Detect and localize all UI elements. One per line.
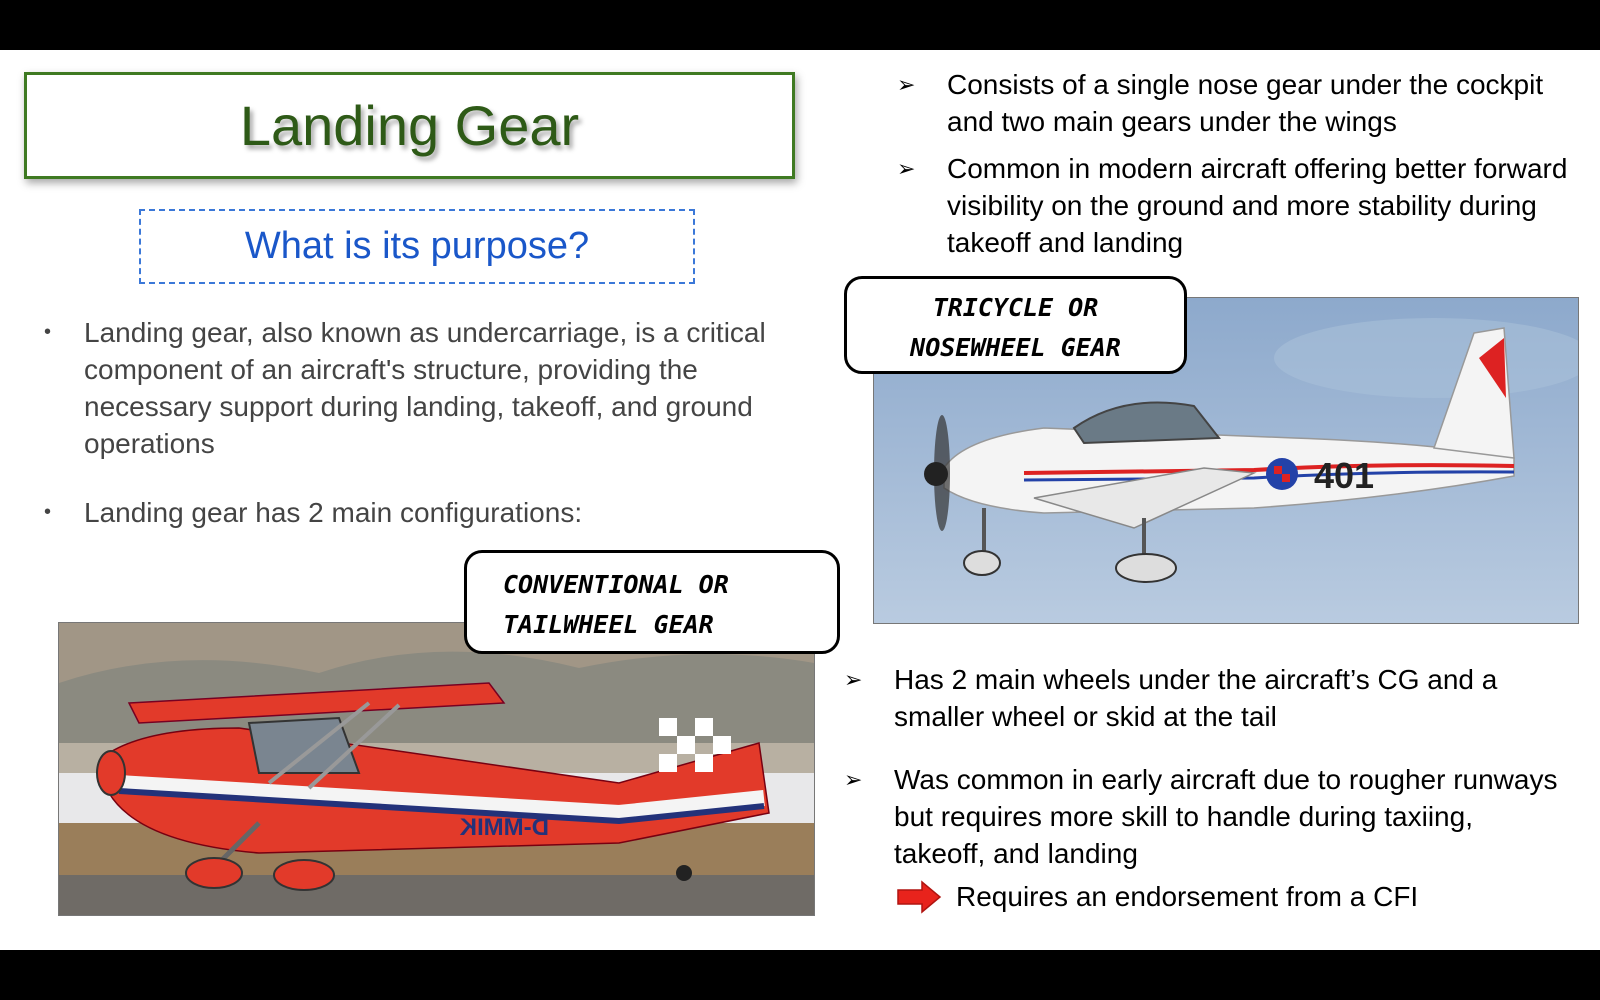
arrow-icon: ➢ (844, 767, 863, 792)
tricycle-callout (844, 276, 1187, 374)
endorsement-text: Requires an endorsement from a CFI (956, 881, 1419, 912)
arrow-icon: ➢ (897, 156, 916, 181)
slide-title: Landing Gear (239, 94, 580, 157)
registration-mark: D-MMIK (459, 814, 549, 841)
bullet-icon: • (44, 501, 52, 523)
arrow-icon: ➢ (844, 667, 863, 692)
list-item (844, 661, 1564, 735)
purpose-question: What is its purpose? (244, 225, 590, 267)
point-text: Was common in early aircraft due to rougher runways but requires more skill to handle during taxiing, takeoff, and landing (894, 764, 1558, 869)
list-item (40, 494, 820, 531)
bullet-text: Landing gear, also known as undercarriage, is a critical component of an aircraft's structure, providing the necessary support during landing, takeoff, and ground operations (84, 317, 766, 459)
callout-line: NOSEWHEEL GEAR (910, 333, 1121, 362)
callout-line: TAILWHEEL GEAR (503, 610, 714, 639)
point-text: Consists of a single nose gear under the cockpit and two main gears under the wings (947, 69, 1544, 137)
point-text: Has 2 main wheels under the aircraft’s CG and a smaller wheel or skid at the tail (894, 664, 1498, 732)
tailwheel-callout (464, 550, 840, 654)
tricycle-points (897, 66, 1577, 261)
right-arrow-icon (896, 880, 942, 914)
bullet-list (40, 314, 820, 531)
list-item (897, 150, 1577, 261)
callout-line: TRICYCLE OR (932, 293, 1099, 322)
tailwheel-aircraft-photo (58, 622, 815, 916)
tail-number: 401 (1314, 455, 1375, 496)
title-box (24, 72, 795, 179)
point-text: Common in modern aircraft offering better forward visibility on the ground and more stability during takeoff and landing (947, 153, 1568, 258)
slide (0, 50, 1600, 950)
list-item (40, 314, 820, 462)
purpose-box (139, 209, 695, 284)
callout-line: CONVENTIONAL OR (503, 570, 729, 599)
bullet-icon: • (44, 321, 52, 343)
endorsement-note (896, 880, 1564, 914)
tailwheel-points (844, 661, 1564, 914)
bullet-text: Landing gear has 2 main configurations: (84, 497, 583, 528)
list-item (844, 761, 1564, 872)
list-item (897, 66, 1577, 140)
arrow-icon: ➢ (897, 72, 916, 97)
